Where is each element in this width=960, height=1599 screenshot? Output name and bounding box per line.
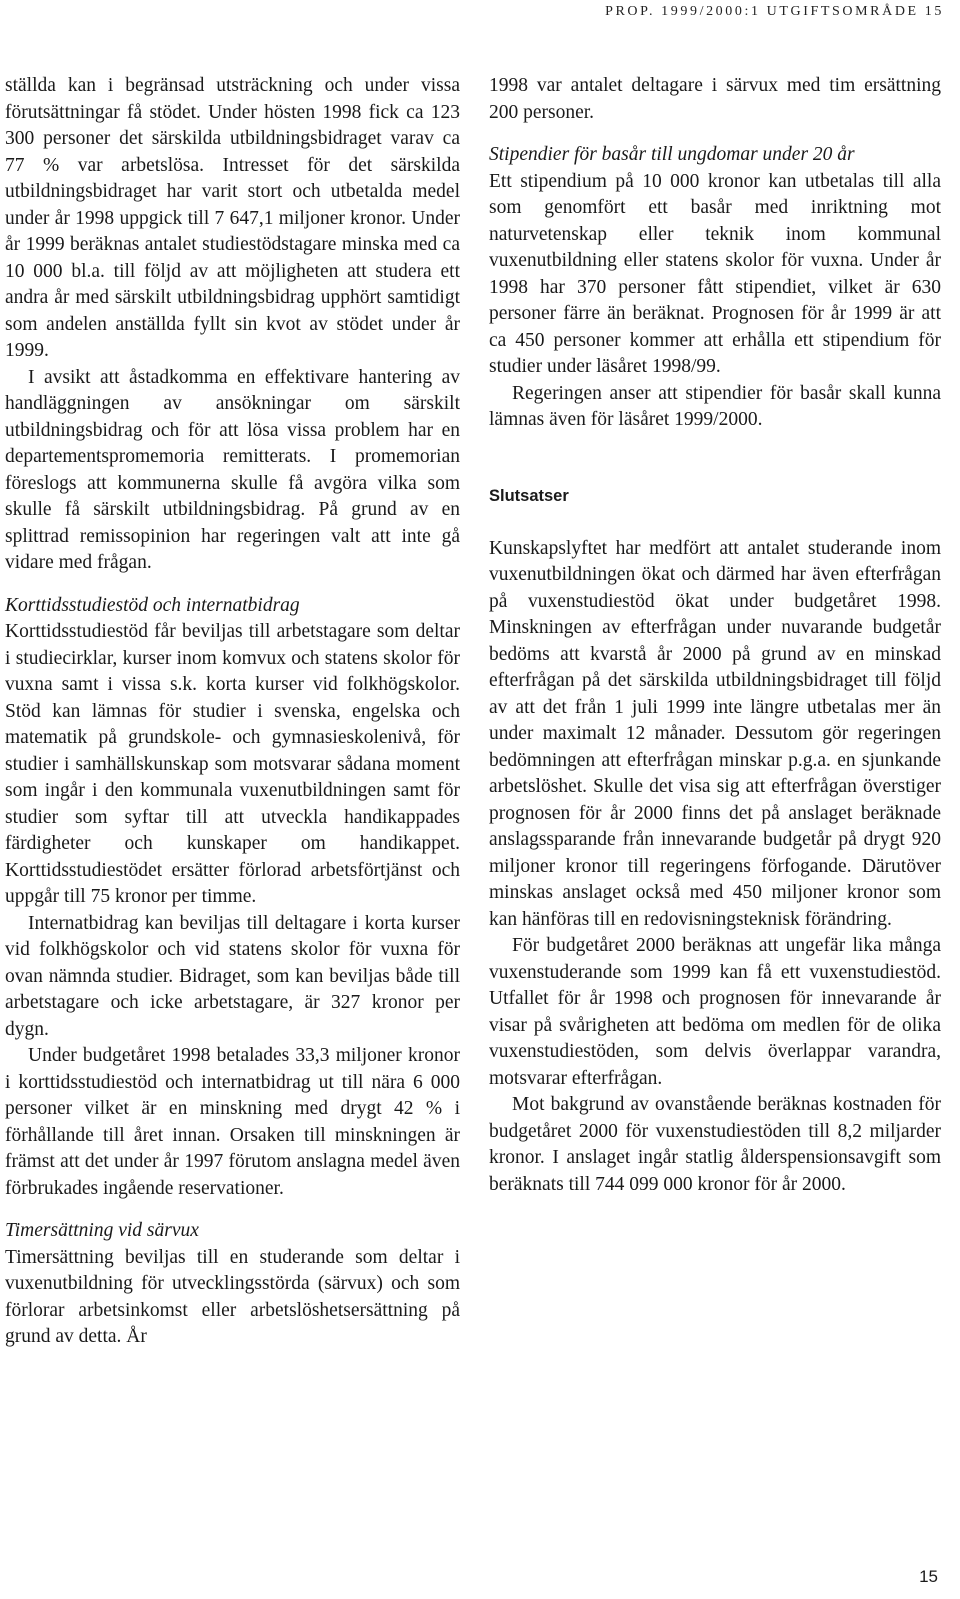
paragraph: Kunskapslyftet har medfört att antalet studerande inom vuxenutbildningen ökat och därmed har även efterfrågan på vuxenstudiestöd ökat under budgetåret 1998. Minskningen av efterfrågan under nuvarande budgetår bedöms att kvarstå år 2000 på grund av en minskad efterfrågan på det särskilda utbildningsbidraget till följd av att det från 1 juli 1999 inte längre utbetalas mer än under maximalt 12 månader. Dessutom gör regeringen bedömningen att efterfrågan minskar p.g.a. en sjunkande arbetslöshet. Skulle det visa sig att efterfrågan överstiger prognosen för år 2000 finns det på anslaget beräknade anslagssparande från innevarande budgetår på drygt 920 miljoner kronor till regeringens förfogande. Därutöver minskas anslaget också med 450 miljoner kronor som kan hänföras till en redovisningsteknisk förändring. bbox=[489, 537, 941, 930]
subheading: Stipendier för basår till ungdomar under 20 år bbox=[489, 144, 855, 165]
subheading: Korttidsstudiestöd och internatbidrag bbox=[5, 594, 300, 616]
paragraph: För budgetåret 2000 beräknas att ungefär lika många vuxenstuderande som 1999 kan få ett vuxenstudiestöd. Utfallet för år 1998 och prognosen för innevarande år visar på svårigheten att bedöma om medlen för de olika vuxenstudiestöden, som delvis överlappar varandra, motsvarar efterfrågan. bbox=[489, 935, 941, 1089]
section-heading: Slutsatser bbox=[489, 486, 569, 505]
paragraph: ställda kan i begränsad utsträckning och under vissa förutsättningar få stödet. Under hösten 1998 fick ca 123 300 personer det särskilda utbildningsbidraget varav ca 77 % var arbetslösa. Intresset för det särskilda utbildningsbidraget har varit stort och utbetalda medel under år 1998 uppgick till 7 647,1 miljoner kronor. Under år 1999 beräknas antalet studiestödstagare minska med ca 10 000 bl.a. till följd av att möjligheten att studera ett andra år med särskilt utbildningsbidrag upphört samtidigt som andelen anställda fyllt sin kvot av stödet under år 1999. bbox=[5, 75, 460, 361]
running-header: PROP. 1999/2000:1 UTGIFTSOMRÅDE 15 bbox=[605, 4, 944, 19]
paragraph: I avsikt att åstadkomma en effektivare hantering av handläggningen av ansökningar om särskilt utbildningsbidrag och för att lösa vissa problem har en departementspromemoria remitterats. I promemorian föreslogs att kommunerna skulle få avgöra vilka som skulle få särskilt utbildningsbidrag. På grund av en splittrad remissopinion har regeringen valt att inte gå vidare med frågan. bbox=[5, 366, 460, 573]
right-column bbox=[489, 73, 941, 1198]
paragraph: Regeringen anser att stipendier för basår skall kunna lämnas även för läsåret 1999/2000. bbox=[489, 382, 941, 430]
paragraph: Mot bakgrund av ovanstående beräknas kostnaden för budgetåret 2000 för vuxenstudiestöden till 8,2 miljarder kronor. I anslaget ingår statlig ålderspensionsavgift som beräknats till 744 099 000 kronor för år 2000. bbox=[489, 1094, 941, 1195]
paragraph: Korttidsstudiestöd får beviljas till arbetstagare som deltar i studiecirklar, kurser inom komvux och statens skolor för vuxna samt i vissa s.k. korta kurser vid folkhögskolor. Stöd kan lämnas för studier i svenska, engelska och matematik på grundskole- och gymnasieskolenivå, för studier i samhällskunskap som motsvarar sådana moment som ingår i den kommunala vuxenutbildningen samt för studier som syftar till att utveckla handikappades färdigheter och kunskaper om handikappet. Korttidsstudiestödet ersätter förlorad arbetsförtjänst och uppgår till 75 kronor per timme. bbox=[5, 621, 460, 907]
paragraph: 1998 var antalet deltagare i särvux med tim ersättning 200 personer. bbox=[489, 75, 941, 123]
left-column bbox=[5, 73, 460, 1351]
paragraph: Internatbidrag kan beviljas till deltagare i korta kurser vid folkhögskolor och vid statens skolor för vuxna för ovan nämnda studier. Bidraget, som kan beviljas både till arbetstagare och icke arbetstagare, är 327 kronor per dygn. bbox=[5, 912, 460, 1040]
page-number: 15 bbox=[919, 1567, 938, 1586]
paragraph: Ett stipendium på 10 000 kronor kan utbetalas till alla som genomfört ett basår med inriktning mot naturvetenskap eller teknik inom kommunal vuxenutbildning eller statens skolor för vuxna. Under år 1998 har 370 personer fått stipendiet, vilket är 630 personer färre än beräknat. Prognosen för år 1999 är att ca 450 personer kommer att erhålla ett stipendium för studier under läsåret 1998/99. bbox=[489, 170, 941, 377]
paragraph: Under budgetåret 1998 betalades 33,3 miljoner kronor i korttidsstudiestöd och internatbidrag ut till nära 6 000 personer vilket är en minskning med drygt 42 % i förhållande till året innan. Orsaken till minskningen är främst att det under år 1997 förutom anslagna medel även förbrukades ingående reservationer. bbox=[5, 1045, 460, 1199]
paragraph: Timersättning beviljas till en studerande som deltar i vuxenutbildning för utvecklingsstörda (särvux) och som förlorar arbetsinkomst eller arbetslöshetsersättning på grund av detta. År bbox=[5, 1246, 460, 1347]
subheading: Timersättning vid särvux bbox=[5, 1220, 199, 1241]
